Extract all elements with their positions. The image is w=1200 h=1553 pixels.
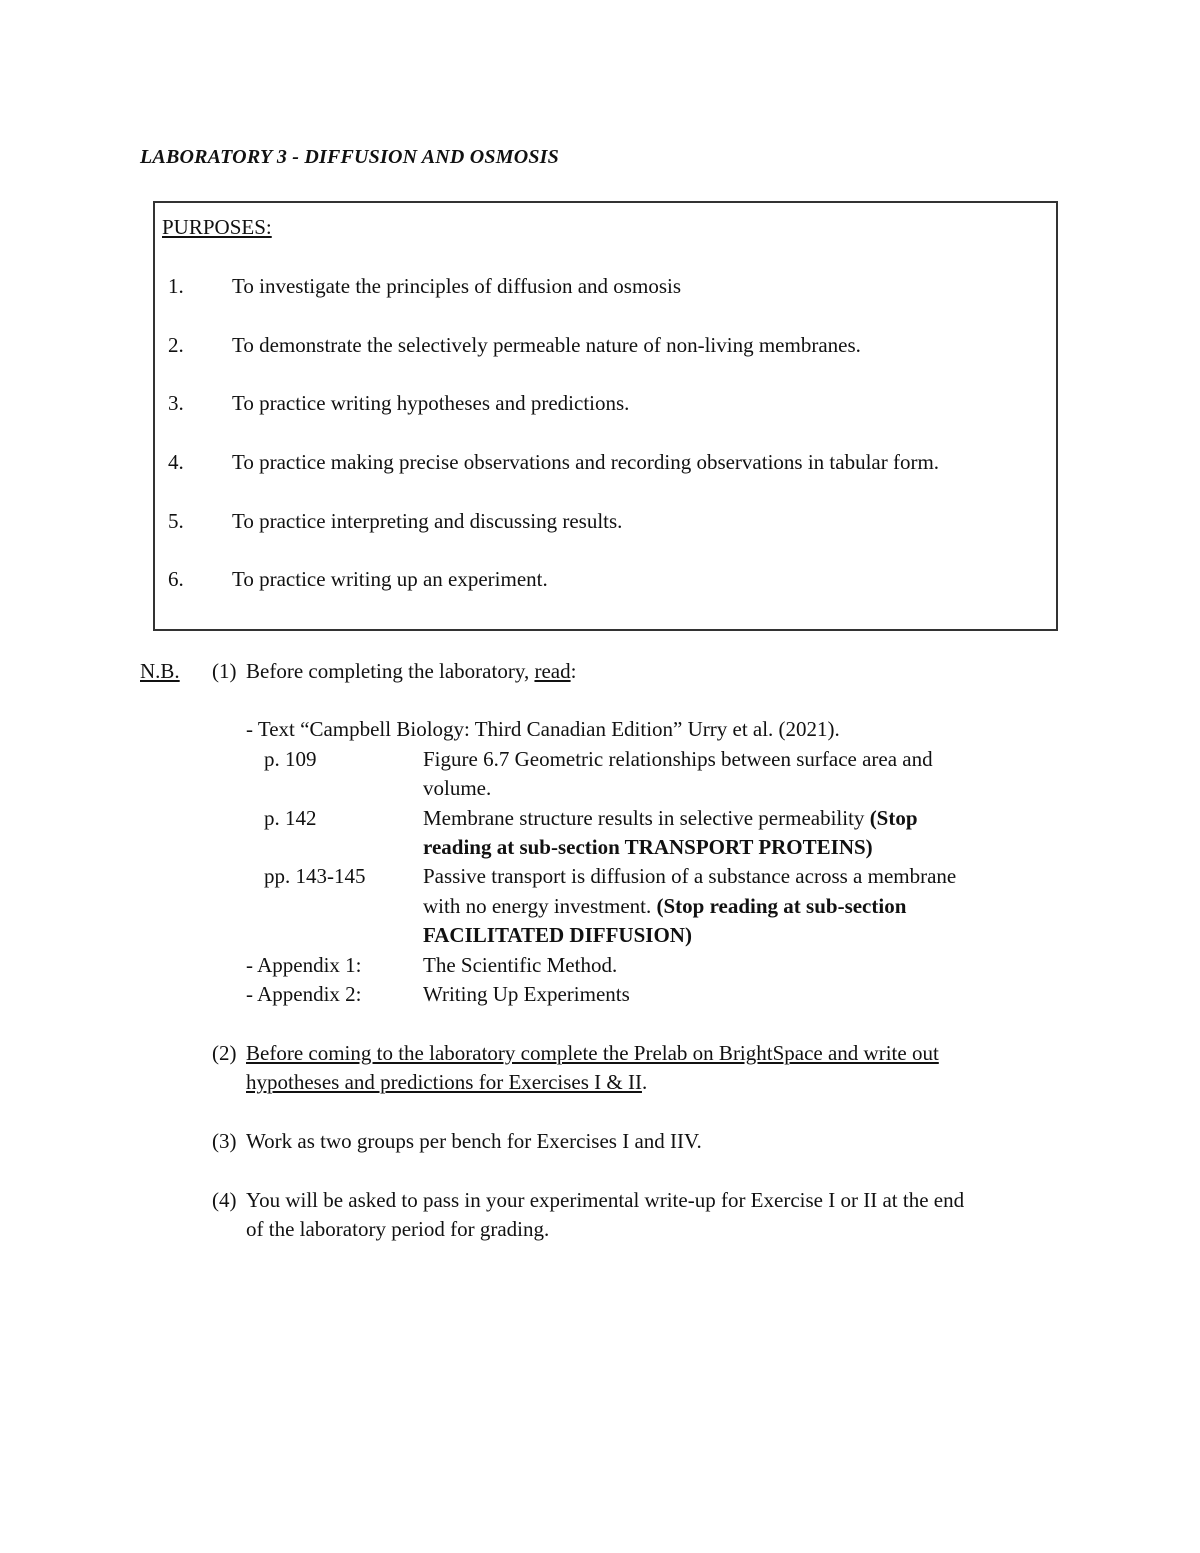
purpose-number: 5. [168,509,184,533]
purposes-heading-colon: : [265,215,272,239]
note-1-text-end: : [570,659,577,683]
note-3-text: Work as two groups per bench for Exercises I and IIV. [246,1129,702,1153]
note-4-text: of the laboratory period for grading. [246,1217,550,1241]
reading-description: volume. [423,776,492,800]
reading-text: with no energy investment. [423,894,657,918]
appendix-title: Writing Up Experiments [423,982,630,1006]
note-2-number: (2) [212,1041,237,1065]
note-2-text-end: . [641,1070,648,1094]
purpose-text: To investigate the principles of diffusion and osmosis [232,274,681,298]
appendix-title: The Scientific Method. [423,953,618,977]
reading-stop-note: reading at sub-section TRANSPORT PROTEINS) [423,835,873,859]
purpose-text: To demonstrate the selectively permeable nature of non-living membranes. [232,333,861,357]
reading-page-ref: p. 142 [264,806,317,830]
reading-page-ref: p. 109 [264,747,317,771]
reading-stop-note: FACILITATED DIFFUSION) [423,923,692,947]
note-2-text [246,1070,647,1095]
reading-description [423,894,906,919]
note-1-number: (1) [212,659,237,683]
reading-description [423,806,918,831]
note-1-text-start: Before completing the laboratory, [246,659,535,683]
reading-description: Figure 6.7 Geometric relationships between surface area and [423,747,933,771]
note-2-text: Before coming to the laboratory complete the Prelab on BrightSpace and write out [246,1041,939,1065]
purpose-number: 4. [168,450,184,474]
reading-text: Membrane structure results in selective permeability [423,806,870,830]
purpose-number: 6. [168,567,184,591]
reading-description: Passive transport is diffusion of a substance across a membrane [423,864,957,888]
note-1-read-emphasis: read [534,659,571,683]
appendix-label: - Appendix 2: [246,982,362,1006]
note-2-text-underlined: hypotheses and predictions for Exercises I & II [246,1070,642,1094]
purpose-number: 2. [168,333,184,357]
purpose-text: To practice writing hypotheses and predictions. [232,391,630,415]
purpose-text: To practice writing up an experiment. [232,567,548,591]
nb-label: N.B. [140,659,180,683]
purpose-number: 1. [168,274,184,298]
reading-stop-note: (Stop [869,806,918,830]
page-title: LABORATORY 3 - DIFFUSION AND OSMOSIS [140,146,559,168]
note-3-number: (3) [212,1129,237,1153]
note-1-text [246,659,576,684]
note-4-text: You will be asked to pass in your experimental write-up for Exercise I or II at the end [246,1188,965,1212]
reading-stop-note: (Stop reading at sub-section [656,894,907,918]
purposes-heading [162,215,272,240]
reading-page-ref: pp. 143-145 [264,864,366,888]
purpose-text: To practice interpreting and discussing results. [232,509,623,533]
appendix-label: - Appendix 1: [246,953,362,977]
textbook-reference: - Text “Campbell Biology: Third Canadian Edition” Urry et al. (2021). [246,717,840,741]
purposes-heading-label: PURPOSES [162,215,266,239]
note-4-number: (4) [212,1188,237,1212]
purpose-text: To practice making precise observations and recording observations in tabular form. [232,450,940,474]
purpose-number: 3. [168,391,184,415]
